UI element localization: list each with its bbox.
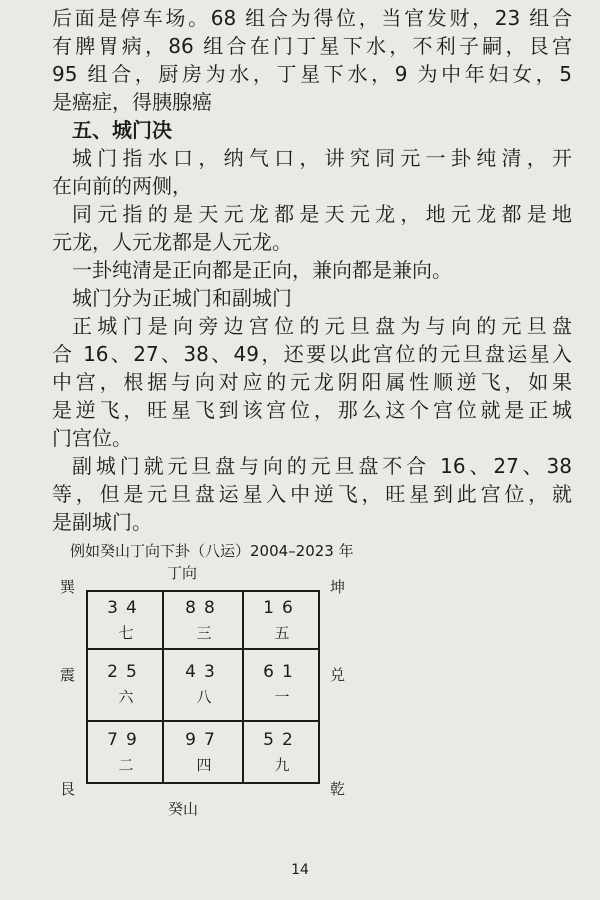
corner-top-left: 巽 <box>60 578 76 596</box>
text-line: 有脾胃病，86 组合在门丁星下水，不利子嗣，艮宫 <box>52 34 572 58</box>
text-line: 95 组合，厨房为水，丁星下水，9 为中年妇女，5 <box>52 62 572 86</box>
period-number: 九 <box>274 756 290 774</box>
grid-line <box>162 590 164 784</box>
stars: 79 <box>107 730 145 750</box>
text-line: 城门分为正城门和副城门 <box>72 286 292 310</box>
text-line: 是癌症，得胰腺癌 <box>52 90 212 114</box>
grid-line <box>86 648 320 650</box>
period-number: 七 <box>118 624 134 642</box>
text-line: 一卦纯清是正向都是正向，兼向都是兼向。 <box>72 258 452 282</box>
flying-star-grid <box>86 590 320 784</box>
period-number: 四 <box>196 756 212 774</box>
text-line: 元龙，人元龙都是人元龙。 <box>52 230 292 254</box>
palace-cell <box>169 730 239 775</box>
text-line: 等，但是元旦盘运星入中逆飞，旺星到此宫位，就 <box>52 482 572 506</box>
text-line: 后面是停车场。68 组合为得位，当官发财，23 组合 <box>52 6 572 30</box>
grid-line <box>86 782 320 784</box>
text-line: 是副城门。 <box>52 510 152 534</box>
text-line: 合 16、27、38、49，还要以此宫位的元旦盘运星入 <box>52 342 572 366</box>
palace-cell <box>91 598 161 643</box>
label-bottom-direction: 癸山 <box>168 800 199 818</box>
text-line: 正城门是向旁边宫位的元旦盘为与向的元旦盘 <box>72 314 572 338</box>
palace-cell <box>247 662 317 707</box>
text-line: 是逆飞，旺星飞到该宫位，那么这个宫位就是正城 <box>52 398 572 422</box>
grid-line <box>242 590 244 784</box>
palace-cell <box>91 662 161 707</box>
page-number: 14 <box>291 862 309 878</box>
grid-line <box>318 590 320 784</box>
period-number: 八 <box>196 688 212 706</box>
side-left: 震 <box>60 666 76 684</box>
stars: 34 <box>107 598 145 618</box>
text-line: 城门指水口，纳气口，讲究同元一卦纯清，开 <box>72 146 572 170</box>
corner-top-right: 坤 <box>330 578 346 596</box>
diagram-caption: 例如癸山丁向下卦（八运）2004–2023 年 <box>70 542 354 560</box>
palace-cell <box>169 662 239 707</box>
period-number: 六 <box>118 688 134 706</box>
period-number: 一 <box>274 688 290 706</box>
text-line: 门宫位。 <box>52 426 132 450</box>
text-line: 中宫，根据与向对应的元龙阴阳属性顺逆飞，如果 <box>52 370 572 394</box>
grid-line <box>86 590 88 784</box>
palace-cell <box>247 730 317 775</box>
stars: 61 <box>263 662 301 682</box>
text-line: 同元指的是天元龙都是天元龙，地元龙都是地 <box>72 202 572 226</box>
palace-cell <box>91 730 161 775</box>
label-top-direction: 丁向 <box>167 564 198 582</box>
palace-cell <box>247 598 317 643</box>
grid-line <box>86 720 320 722</box>
stars: 25 <box>107 662 145 682</box>
period-number: 五 <box>274 624 290 642</box>
stars: 16 <box>263 598 301 618</box>
stars: 97 <box>185 730 223 750</box>
side-right: 兑 <box>330 666 346 684</box>
text-line: 副城门就元旦盘与向的元旦盘不合 16、27、38 <box>72 454 572 478</box>
stars: 52 <box>263 730 301 750</box>
text-line: 在向前的两侧， <box>52 174 192 198</box>
stars: 43 <box>185 662 223 682</box>
section-heading: 五、城门决 <box>72 118 172 142</box>
palace-cell <box>169 598 239 643</box>
stars: 88 <box>185 598 223 618</box>
period-number: 三 <box>196 624 212 642</box>
period-number: 二 <box>118 756 134 774</box>
grid-line <box>86 590 320 592</box>
corner-bottom-right: 乾 <box>330 780 346 798</box>
corner-bottom-left: 艮 <box>60 780 76 798</box>
